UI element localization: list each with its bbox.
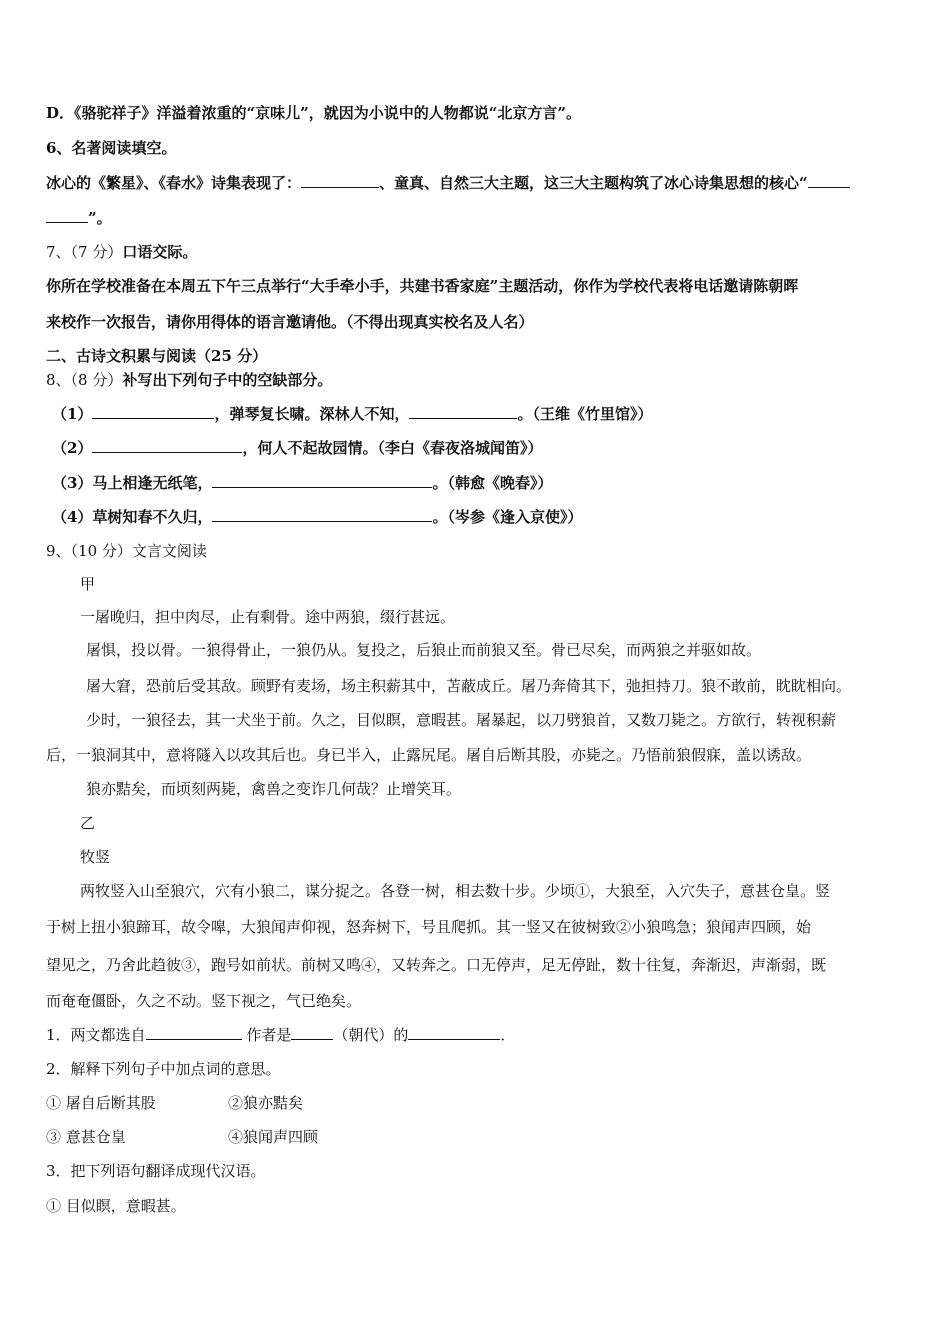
- q9-sub2-item-4: ④狼闻声四顾: [228, 1128, 319, 1146]
- q9-yi-p1d: 而奄奄僵卧，久之不动。竖下视之，气已绝矣。: [46, 992, 362, 1010]
- q8-blank-4: [212, 473, 432, 488]
- q9-sub2-row1: [46, 1093, 303, 1113]
- q9-yi-title: 牧竖: [80, 848, 111, 866]
- q8-number: 8、（8 分）: [46, 371, 123, 389]
- q9-yi-p1c: 望见之，乃舍此趋彼③，跑号如前状。前树又鸣④，又转奔之。口无停声，足无停趾，数十往复，奔渐迟，声渐弱，既: [46, 956, 827, 974]
- q7-body-2: 来校作一次报告，请你用得体的语言邀请他。（不得出现真实校名及人名）: [46, 313, 534, 331]
- q9-sub1-blank-1: [146, 1025, 242, 1040]
- q6-text-a: 冰心的《繁星》、《春水》诗集表现了：: [46, 174, 302, 192]
- q9-sub2-row2: [46, 1127, 318, 1147]
- q9-jia-p1: 一屠晚归，担中肉尽，止有剩骨。途中两狼，缀行甚远。: [80, 608, 456, 626]
- q8-blank-2: [409, 404, 517, 419]
- q6-text-b: 、童真、自然三大主题，这三大主题构筑了冰心诗集思想的核心“: [379, 174, 808, 192]
- q9-yi-p1a: 两牧竖入山至狼穴，穴有小狼二，谋分捉之。各登一树，相去数十步。少顷①，大狼至，入穴失子，意甚仓皇。竖: [80, 882, 831, 900]
- q7-body-1: 你所在学校准备在本周五下午三点举行“大手牵小手，共建书香家庭”主题活动，你作为学校代表将电话邀请陈朝晖: [46, 277, 799, 295]
- q7-number: 7、（7 分）: [46, 243, 123, 261]
- q6-text-end: ”。: [88, 209, 112, 227]
- q9-sub1-blank-3: [408, 1025, 500, 1040]
- q8-item-3: [52, 473, 552, 493]
- q6-blank-2a: [808, 173, 850, 188]
- q8-item-3-source: 。（韩愈《晚春》）: [432, 474, 553, 492]
- q9-jia-label: 甲: [80, 575, 96, 593]
- section-2-title: 二、古诗文积累与阅读（25 分）: [46, 347, 268, 365]
- q7-heading: [46, 242, 197, 262]
- q9-jia-p4b: 后，一狼洞其中，意将隧入以攻其后也。身已半入，止露尻尾。屠自后断其股，亦毙之。乃悟前狼假寐，盖以诱敌。: [46, 746, 812, 764]
- q8-item-4: [52, 507, 582, 527]
- q9-title: 9、（10 分）文言文阅读: [46, 542, 207, 560]
- q8-item-1-source: 。（王维《竹里馆》）: [517, 405, 653, 423]
- q7-title: 口语交际。: [122, 243, 198, 261]
- q9-yi-p1b: 于树上扭小狼蹄耳，故令嗥，大狼闻声仰视，怒奔树下，号且爬抓。其一竖又在彼树致②小狼鸣急；狼闻声四顾，始: [46, 918, 812, 936]
- q6-line2: [46, 208, 112, 228]
- q9-yi-label: 乙: [80, 814, 96, 832]
- q8-blank-5: [212, 507, 432, 522]
- q9-sub1-text-b: 作者是: [241, 1026, 292, 1044]
- q8-item-3-text: （3）马上相逢无纸笔，: [52, 474, 213, 492]
- q9-sub1-text-d: ．: [500, 1026, 516, 1044]
- q9-sub1-text-c: （朝代）的: [333, 1026, 409, 1044]
- q9-sub2: 2．解释下列句子中加点词的意思。: [46, 1060, 281, 1078]
- q8-item-1: [52, 404, 652, 424]
- q9-sub2-item-3: ③ 意甚仓皇: [46, 1128, 126, 1146]
- q9-sub1: [46, 1025, 515, 1045]
- q8-item-1-text: ，弹琴复长啸。深林人不知，: [214, 405, 410, 423]
- q8-heading: [46, 370, 332, 390]
- q9-sub1-blank-2: [291, 1025, 333, 1040]
- q9-sub3: 3．把下列语句翻译成现代汉语。: [46, 1162, 266, 1180]
- q6-line1: [46, 173, 850, 193]
- q9-jia-p4a: 少时，一狼径去，其一犬坐于前。久之，目似瞑，意暇甚。屠暴起，以刀劈狼首，又数刀毙之。方欲行，转视积薪: [86, 711, 837, 729]
- q8-item-4-source: 。（岑参《逢入京使》）: [432, 508, 583, 526]
- q8-blank-1: [92, 404, 214, 419]
- q5-option-d: D．《骆驼祥子》洋溢着浓重的“京味儿”，就因为小说中的人物都说“北京方言”。: [46, 104, 582, 122]
- q8-item-2-number: （2）: [52, 439, 93, 457]
- q8-item-1-number: （1）: [52, 405, 93, 423]
- q9-sub1-text-a: 1．两文都选自: [46, 1026, 146, 1044]
- q8-title: 补写出下列句子中的空缺部分。: [122, 371, 333, 389]
- q9-jia-p2: 屠惧，投以骨。一狼得骨止，一狼仍从。复投之，后狼止而前狼又至。骨已尽矣，而两狼之并驱如故。: [86, 641, 762, 659]
- q8-item-4-text: （4）草树知春不久归，: [52, 508, 213, 526]
- q9-sub3-item-1: ① 目似瞑，意暇甚。: [46, 1197, 186, 1215]
- q8-item-2: [52, 438, 542, 458]
- q6-blank-2b: [46, 208, 88, 223]
- q9-jia-p3: 屠大窘，恐前后受其敌。顾野有麦场，场主积薪其中，苫蔽成丘。屠乃奔倚其下，弛担持刀。狼不敢前，眈眈相向。: [86, 677, 852, 695]
- q8-blank-3: [92, 438, 242, 453]
- q9-sub2-item-2: ②狼亦黠矣: [228, 1094, 304, 1112]
- q6-title: 6、名著阅读填空。: [46, 139, 177, 157]
- q9-jia-p5: 狼亦黠矣，而顷刻两毙，禽兽之变诈几何哉？止增笑耳。: [86, 780, 462, 798]
- q8-item-2-text: ，何人不起故园情。（李白《春夜洛城闻笛》）: [242, 439, 543, 457]
- q9-sub2-item-1: ① 屠自后断其股: [46, 1094, 156, 1112]
- q6-blank-1: [301, 173, 379, 188]
